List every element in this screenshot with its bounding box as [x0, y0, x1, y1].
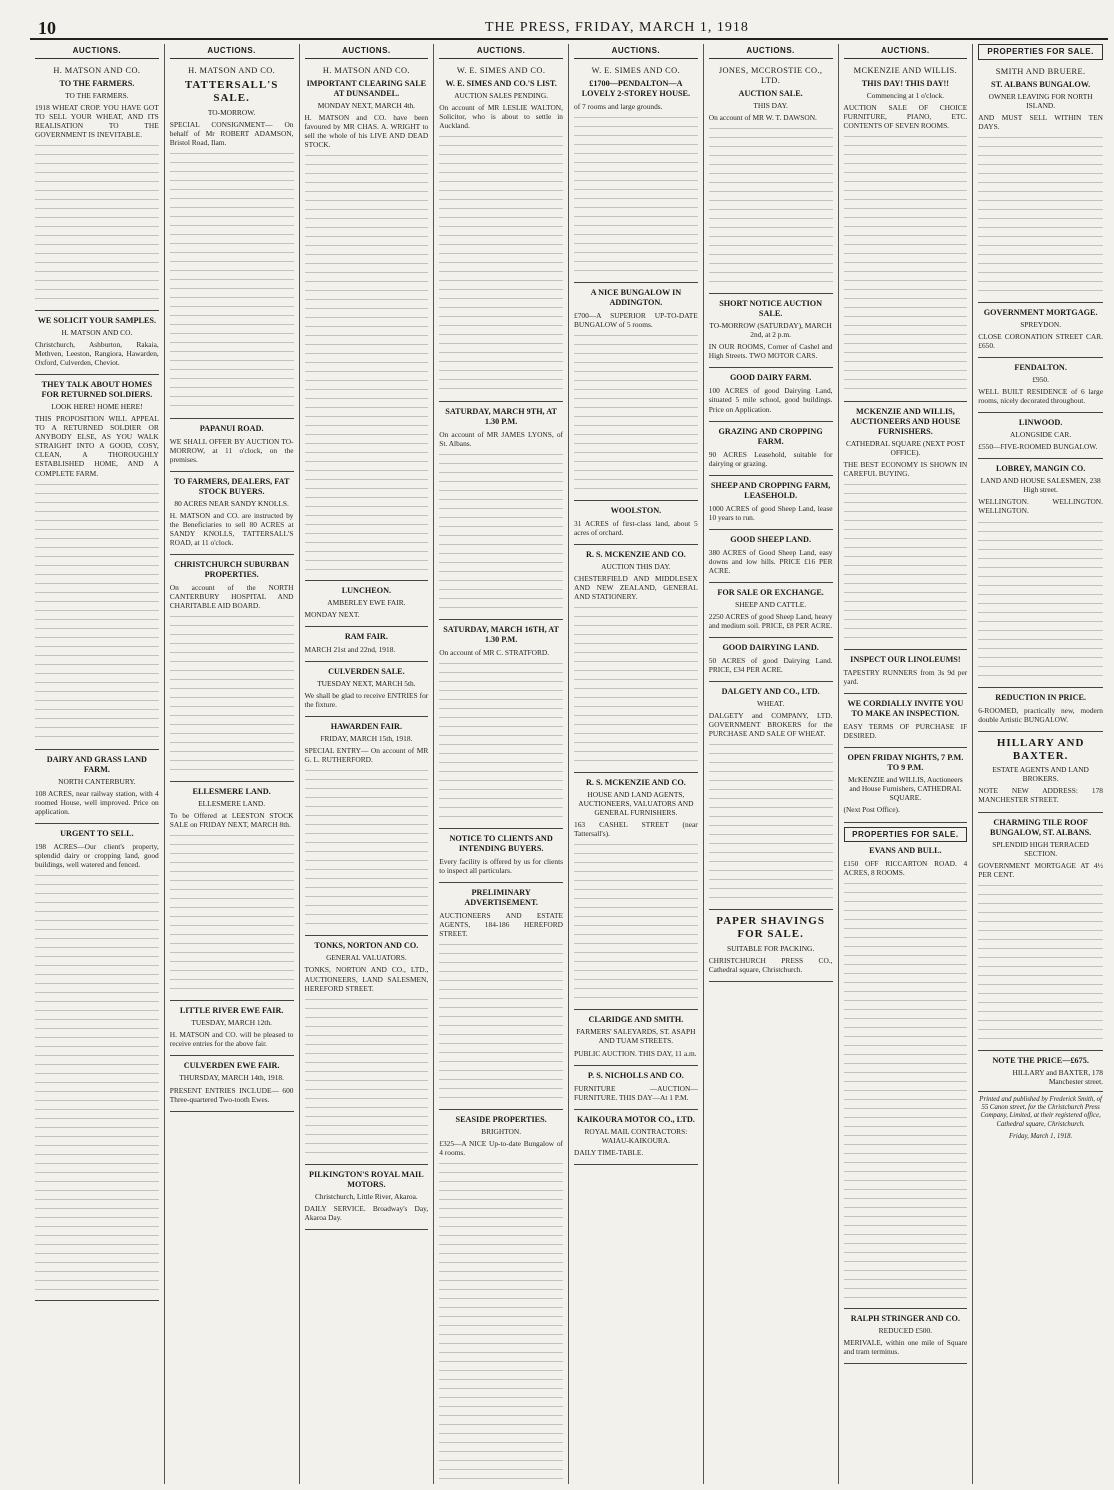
ad-body: CLOSE CORONATION STREET CAR. £650. [978, 332, 1103, 351]
ad-headline: AUCTION SALE. [738, 89, 803, 99]
ad-subheading: MONDAY NEXT, MARCH 4th. [317, 101, 415, 110]
advertisement [709, 294, 833, 368]
ad-subheading: Commencing at 1 o'clock. [866, 91, 945, 100]
section-header: PROPERTIES FOR SALE. [844, 827, 968, 843]
ad-headline: £1700—PENDALTON—A LOVELY 2-STOREY HOUSE. [581, 79, 691, 98]
advertisement [439, 402, 563, 620]
ad-body: On account of MR LESLIE WALTON, Solicitor, who is about to settle in Auckland. [439, 103, 563, 131]
ad-headline: TATTERSALL'S SALE. [184, 79, 279, 105]
ad-subheading: CATHEDRAL SQUARE (NEXT POST OFFICE). [845, 439, 965, 458]
ad-body: 31 ACRES of first-class land, about 5 acres of orchard. [574, 519, 698, 538]
advertisement [844, 823, 968, 1310]
firm-name: H. MATSON AND CO. [322, 65, 410, 75]
ad-body: PUBLIC AUCTION. THIS DAY, 11 a.m. [574, 1048, 697, 1058]
ad-body: WE SHALL OFFER BY AUCTION TO-MORROW, at 11 o'clock, on the premises. [169, 436, 294, 464]
ad-subheading: Christchurch, Little River, Akaroa. [315, 1191, 418, 1201]
firm-name: H. MATSON AND CO. [188, 65, 276, 75]
firm-name: W. E. SIMES AND CO. [591, 65, 681, 75]
ad-subheading: ALONGSIDE CAR. [1010, 430, 1072, 440]
advertisement [709, 530, 833, 583]
body-text-lines [35, 145, 159, 305]
ad-body: TONKS, NORTON AND CO., LTD., AUCTIONEERS, LAND SALESMEN, HEREFORD STREET. [304, 965, 429, 993]
ad-headline: FOR SALE OR EXCHANGE. [717, 587, 824, 597]
advertisement [170, 472, 294, 555]
body-text-lines [574, 844, 698, 1004]
advertisement [574, 1110, 698, 1165]
ad-body: H. MATSON and CO. are instructed by the Beneficiaries to sell 80 ACRES at SANDY KNOLLS, TATTERSALL'S ROAD, at 11 o'clock. [169, 511, 294, 548]
ad-body: WELL BUILT RESIDENCE of 6 large rooms, nicely decorated throughout. [978, 387, 1103, 406]
advertisement [978, 813, 1103, 1051]
printer-imprint: Printed and published by Frederick Smith, of 55 Canon street, for the Christchurch Press Company, Limited, at their registered office, Cathedral square, Christchurch. [979, 1095, 1102, 1128]
body-text-lines [978, 885, 1103, 1045]
ad-headline: TONKS, NORTON AND CO. [314, 941, 419, 951]
ad-headline: NOTICE TO CLIENTS AND INTENDING BUYERS. [449, 834, 553, 854]
advertisement [844, 748, 968, 822]
ad-headline: ST. ALBANS BUNGALOW. [991, 80, 1091, 89]
ad-subheading: McKENZIE and WILLIS, Auctioneers and House Furnishers, CATHEDRAL SQUARE. [847, 775, 963, 803]
column-7 [839, 44, 974, 1484]
ad-headline: A NICE BUNGALOW IN ADDINGTON. [590, 288, 682, 308]
ad-body: 2250 ACRES of good Sheep Land, heavy and medium soil. PRICE, £8 PER ACRE. [708, 611, 833, 630]
ad-headline: DAIRY AND GRASS LAND FARM. [46, 754, 147, 774]
ad-body: 1000 ACRES of good Sheep Land, lease 10 years to run. [708, 503, 833, 522]
ad-body: THIS PROPOSITION WILL APPEAL TO A RETURNED SOLDIER OR ANYBODY ELSE, AS YOU WALK STRAIGHT INTO A GOOD, COSY, CLEAN, A THOROUGHLY ESTABLISHED HOME, AND A COMPLETE FARM. [35, 414, 159, 478]
ad-body: (Next Post Office). [843, 805, 900, 815]
ad-headline: SATURDAY, MARCH 16TH, AT 1.30 P.M. [443, 625, 560, 645]
ad-headline: TO FARMERS, DEALERS, FAT STOCK BUYERS. [173, 477, 290, 497]
advertisement [574, 283, 698, 501]
ad-headline: INSPECT OUR LINOLEUMS! [850, 655, 961, 665]
advertisement [574, 62, 698, 283]
advertisement [709, 476, 833, 530]
ad-body: £700—A SUPERIOR UP-TO-DATE BUNGALOW of 5 rooms. [574, 311, 698, 330]
body-text-lines [844, 883, 968, 1303]
ad-headline: SEASIDE PROPERTIES. [455, 1115, 547, 1125]
advertisement [709, 910, 833, 982]
ad-headline: TO THE FARMERS. [59, 79, 135, 88]
ad-subheading: TUESDAY NEXT, MARCH 5th. [317, 679, 416, 689]
body-text-lines [305, 155, 429, 575]
ad-headline: CHRISTCHURCH SUBURBAN PROPERTIES. [174, 560, 290, 580]
ad-body: EASY TERMS OF PURCHASE IF DESIRED. [843, 722, 968, 741]
advertisement [35, 62, 159, 311]
ad-headline: RAM FAIR. [344, 632, 388, 642]
ad-body: FURNITURE —AUCTION— FURNITURE. THIS DAY—At 1 P.M. [574, 1083, 698, 1102]
column-header: AUCTIONS. [574, 44, 698, 59]
advertisement [35, 824, 159, 1301]
ad-headline: WE SOLICIT YOUR SAMPLES. [37, 316, 157, 326]
ad-headline: KAIKOURA MOTOR CO., LTD. [576, 1114, 695, 1124]
ad-headline: DALGETY AND CO., LTD. [721, 686, 820, 696]
ad-body: 6-ROOMED, practically new, modern double Artistic BUNGALOW. [978, 705, 1103, 724]
advertisement [844, 1309, 968, 1364]
advertisement [844, 402, 968, 650]
advertisement [844, 650, 968, 694]
ad-body: GOVERNMENT MORTGAGE AT 4½ PER CENT. [978, 860, 1103, 879]
body-text-lines [439, 944, 563, 1104]
column-1 [30, 44, 165, 1484]
ad-body: THE BEST ECONOMY IS SHOWN IN CAREFUL BUYING. [843, 460, 968, 479]
body-text-lines [978, 137, 1103, 297]
ad-subheading: LAND AND HOUSE SALESMEN, 238 High street. [980, 476, 1101, 495]
body-text-lines [170, 153, 294, 413]
advertisement [439, 1110, 563, 1484]
ad-body: DALGETY and COMPANY, LTD. GOVERNMENT BROKERS for the PURCHASE AND SALE OF WHEAT. [708, 710, 833, 738]
ad-headline: GOOD SHEEP LAND. [730, 534, 811, 544]
ad-headline: FENDALTON. [1014, 363, 1067, 373]
ad-subheading: THURSDAY, MARCH 14th, 1918. [179, 1073, 284, 1083]
ad-headline: THEY TALK ABOUT HOMES FOR RETURNED SOLDIERS. [41, 380, 153, 400]
ad-headline: LUNCHEON. [341, 586, 392, 596]
ad-body: £325—A NICE Up-to-date Bungalow of 4 rooms. [439, 1139, 563, 1158]
ad-headline: PAPER SHAVINGS FOR SALE. [716, 915, 825, 941]
ad-subheading: TO-MORROW. [207, 107, 256, 117]
ad-headline: RALPH STRINGER AND CO. [850, 1314, 960, 1324]
ad-subheading: ESTATE AGENTS AND LAND BROKERS. [992, 765, 1089, 784]
body-text-lines [844, 484, 968, 644]
ad-headline: P. S. NICHOLLS AND CO. [587, 1070, 684, 1080]
advertisement [439, 829, 563, 883]
ad-headline: R. S. MCKENZIE AND CO. [585, 550, 686, 560]
column-5 [569, 44, 704, 1484]
ad-body: AUCTIONEERS AND ESTATE AGENTS, 184-186 HEREFORD STREET. [439, 911, 563, 939]
ad-subheading: AUCTION SALES PENDING. [454, 91, 549, 100]
body-text-lines [305, 999, 429, 1159]
advertisement [305, 1165, 429, 1230]
ad-subheading: 80 ACRES NEAR SANDY KNOLLS. [174, 499, 289, 509]
advertisement [305, 936, 429, 1164]
ad-headline: PAPANUI ROAD. [199, 423, 264, 433]
body-text-lines [170, 616, 294, 776]
ad-subheading: AMBERLEY EWE FAIR. [327, 598, 406, 608]
column-6 [704, 44, 839, 1484]
ad-headline: LINWOOD. [1018, 418, 1063, 428]
column-4 [434, 44, 569, 1484]
ad-body: 108 ACRES, near railway station, with 4 roomed House, well improved. Price on application. [35, 788, 159, 816]
advertisement [170, 555, 294, 782]
advertisement [978, 688, 1103, 732]
column-header: AUCTIONS. [709, 44, 833, 59]
ad-headline: EVANS AND BULL. [869, 846, 942, 856]
ad-body: H. MATSON and CO. have been favoured by MR CHAS. A. WRIGHT to sell the whole of his LIVE AND DEAD STOCK. [304, 113, 429, 150]
advertisement [574, 1066, 698, 1110]
advertisement [35, 750, 159, 824]
column-2 [165, 44, 300, 1484]
ad-body: £550—FIVE-ROOMED BUNGALOW. [978, 442, 1098, 452]
advertisement [305, 627, 429, 662]
body-text-lines [574, 607, 698, 767]
body-text-lines [574, 117, 698, 277]
ad-body: Christchurch, Ashburton, Rakaia, Methven, Leeston, Rangiora, Hawarden, Oxford, Culverden, Cheviot. [35, 340, 159, 368]
advertisement [709, 682, 833, 910]
ad-body: On account of the NORTH CANTERBURY HOSPITAL AND CHARITABLE AID BOARD. [169, 583, 294, 611]
firm-name: H. MATSON AND CO. [53, 65, 141, 75]
ad-body: 100 ACRES of good Dairying Land, situated 5 mile school, good buildings. Price on Application. [708, 386, 833, 414]
ad-subheading: SPLENDID HIGH TERRACED SECTION. [992, 839, 1089, 858]
ad-subheading: THIS DAY. [753, 101, 788, 111]
advertisement [305, 62, 429, 581]
advertisement [170, 782, 294, 1001]
ad-headline: WE CORDIALLY INVITE YOU TO MAKE AN INSPECTION. [847, 699, 964, 719]
ad-body: MERIVALE, within one mile of Square and tram terminus. [843, 1338, 968, 1357]
body-text-lines [35, 875, 159, 1295]
ad-headline: ELLESMERE LAND. [192, 787, 271, 797]
ad-body: AUCTION SALE OF CHOICE FURNITURE, PIANO, ETC. CONTENTS OF SEVEN ROOMS. [843, 103, 968, 131]
ad-subheading: £950. [1032, 375, 1049, 385]
ad-headline: IMPORTANT CLEARING SALE AT DUNSANDEL. [306, 79, 427, 98]
advertisement [439, 62, 563, 402]
column-header: AUCTIONS. [35, 44, 159, 59]
ad-headline: CHARMING TILE ROOF BUNGALOW, ST. ALBANS. [990, 817, 1092, 837]
body-text-lines [439, 1163, 563, 1484]
ad-body: TAPESTRY RUNNERS from 3s 9d per yard. [843, 668, 968, 687]
firm-name: W. E. SIMES AND CO. [456, 65, 546, 75]
advertisement [844, 62, 968, 402]
ad-headline: GOVERNMENT MORTGAGE. [983, 308, 1098, 318]
ad-body: On account of MR JAMES LYONS, of St. Albans. [439, 430, 563, 449]
column-header: AUCTIONS. [305, 44, 429, 59]
ad-body: AND MUST SELL WITHIN TEN DAYS. [978, 113, 1103, 132]
ad-headline: WOOLSTON. [610, 506, 662, 516]
newspaper-title: THE PRESS, FRIDAY, MARCH 1, 1918 [485, 20, 749, 35]
ad-headline: LITTLE RIVER EWE FAIR. [179, 1006, 284, 1016]
ad-subheading: TO THE FARMERS. [65, 91, 129, 100]
advertisement [170, 419, 294, 472]
advertisement [709, 62, 833, 295]
ad-headline: CULVERDEN SALE. [328, 667, 405, 677]
ad-subheading: AUCTION THIS DAY. [601, 562, 671, 572]
ad-headline: LOBREY, MANGIN CO. [995, 464, 1086, 474]
advertisement [439, 620, 563, 829]
ad-subheading: NORTH CANTERBURY. [58, 776, 136, 786]
ad-headline: REDUCTION IN PRICE. [995, 692, 1086, 702]
body-text-lines [439, 663, 563, 823]
ad-subheading: WHEAT. [757, 698, 785, 708]
ad-body: MONDAY NEXT. [304, 610, 360, 620]
ad-subheading: ELLESMERE LAND. [198, 799, 266, 809]
firm-name: SMITH AND BRUERE. [995, 66, 1086, 76]
ad-subheading: TO-MORROW (SATURDAY), MARCH 2nd, at 2 p.m. [709, 321, 832, 340]
ad-headline: SHEEP AND CROPPING FARM, LEASEHOLD. [710, 480, 831, 500]
ad-headline: HAWARDEN FAIR. [330, 722, 402, 732]
page-number: 10 [38, 18, 56, 38]
advertisement [574, 1010, 698, 1065]
ad-subheading: H. MATSON AND CO. [61, 328, 133, 338]
ad-body: SPECIAL CONSIGNMENT— On behalf of Mr ROBERT ADAMSON, Bristol Road, Ilam. [169, 119, 294, 147]
advertisement [305, 581, 429, 627]
ad-subheading: FRIDAY, MARCH 15th, 1918. [320, 734, 413, 744]
ad-subheading: SHEEP AND CATTLE. [735, 599, 807, 609]
ad-subheading: TUESDAY, MARCH 12th. [191, 1018, 272, 1028]
advertisement [978, 63, 1103, 303]
advertisement [305, 717, 429, 936]
advertisement [709, 368, 833, 421]
ad-headline: CLARIDGE AND SMITH. [588, 1015, 684, 1025]
ad-headline: R. S. MCKENZIE AND CO. [585, 778, 686, 788]
ad-headline: PILKINGTON'S ROYAL MAIL MOTORS. [309, 1169, 424, 1189]
advertisement [978, 1051, 1103, 1092]
advertisement [574, 501, 698, 545]
ad-headline: W. E. SIMES AND CO.'S LIST. [445, 79, 557, 88]
body-text-lines [35, 484, 159, 744]
advertisement [35, 375, 159, 749]
ad-headline: GOOD DAIRYING LAND. [722, 642, 819, 652]
column-header: PROPERTIES FOR SALE. [978, 44, 1103, 60]
advertisement [978, 303, 1103, 358]
advertisement [709, 583, 833, 638]
body-text-lines [709, 128, 833, 288]
ad-body: Every facility is offered by us for clients to inspect all particulars. [439, 857, 563, 876]
column-header: AUCTIONS. [844, 44, 968, 59]
ad-body: 1918 WHEAT CROP. YOU HAVE GOT TO SELL YOUR WHEAT, AND ITS REALISATION TO THE GOVERNMENT IS INEVITABLE. [35, 103, 159, 140]
ad-body: CHESTERFIELD AND MIDDLESEX AND NEW ZEALAND, GENERAL AND STATIONERY. [574, 574, 698, 602]
ad-subheading: SPREYDON. [1020, 320, 1062, 330]
ad-body: 163 CASHEL STREET (near Tattersall's). [574, 820, 698, 839]
body-text-lines [439, 454, 563, 614]
advertisement [439, 883, 563, 1110]
advertisement [170, 1056, 294, 1111]
ad-headline: NOTE THE PRICE—£675. [992, 1055, 1089, 1065]
ad-body: DAILY SERVICE. Broadway's Day, Akaroa Day. [304, 1203, 429, 1222]
advertisement [978, 358, 1103, 413]
imprint-date: Friday, March 1, 1918. [1009, 1132, 1073, 1140]
body-text-lines [439, 136, 563, 396]
ad-body: PRESENT ENTRIES INCLUDE— 600 Three-quartered Two-tooth Ewes. [169, 1085, 294, 1104]
advertisement [35, 311, 159, 375]
ad-body: CHRISTCHURCH PRESS CO., Cathedral square, Christchurch. [708, 955, 833, 974]
ad-headline: HILLARY AND BAXTER. [996, 736, 1085, 762]
advertisement [978, 413, 1103, 459]
ad-headline: URGENT TO SELL. [60, 828, 134, 838]
masthead [30, 18, 1108, 40]
ad-body: WELLINGTON. WELLINGTON. WELLINGTON. [978, 497, 1103, 516]
ad-signature: HILLARY and BAXTER, 178 Manchester street. [1012, 1067, 1103, 1086]
advertisement [574, 773, 698, 1010]
ad-body: To be Offered at LEESTON STOCK SALE on FRIDAY NEXT, MARCH 8th. [169, 811, 294, 830]
ad-body: On account of MR C. STRATFORD. [439, 648, 550, 658]
ad-body: 380 ACRES of Good Sheep Land, easy downs and low hills. PRICE £16 PER ACRE. [708, 547, 833, 575]
ad-body: of 7 rooms and large grounds. [574, 102, 663, 111]
ad-headline: SATURDAY, MARCH 9TH, AT 1.30 P.M. [445, 407, 557, 427]
ad-body: MARCH 21st and 22nd, 1918. [304, 645, 396, 655]
column-3 [300, 44, 435, 1484]
ad-body: We shall be glad to receive ENTRIES for the fixture. [304, 691, 429, 710]
ad-headline: MCKENZIE AND WILLIS, AUCTIONEERS AND HOUSE FURNISHERS. [850, 407, 961, 437]
body-text-lines [574, 335, 698, 495]
firm-name: JONES, MCCROSTIE CO., LTD. [718, 65, 823, 85]
advertisement [978, 732, 1103, 813]
advertisement [305, 662, 429, 717]
ad-headline: PRELIMINARY ADVERTISEMENT. [464, 888, 538, 908]
ad-body: H. MATSON and CO. will be pleased to receive entries for the above fair. [169, 1030, 294, 1049]
ad-body: On account of MR W. T. DAWSON. [708, 113, 817, 123]
advertisement [709, 422, 833, 476]
advertisement [709, 638, 833, 682]
ad-subheading: HOUSE AND LAND AGENTS, AUCTIONEERS, VALUATORS AND GENERAL FURNISHERS. [578, 790, 694, 818]
ad-body: IN OUR ROOMS, Corner of Cashel and High Streets. TWO MOTOR CARS. [708, 342, 833, 361]
ad-subheading: GENERAL VALUATORS. [326, 953, 407, 963]
ad-headline: CULVERDEN EWE FAIR. [183, 1061, 280, 1071]
ad-body: £150 OFF RICCARTON ROAD. 4 ACRES, 8 ROOMS. [843, 859, 968, 878]
ad-body: 50 ACRES of good Dairying Land. PRICE, £34 PER ACRE. [708, 655, 833, 674]
column-header: AUCTIONS. [170, 44, 294, 59]
ad-body: 198 ACRES—Our client's property, splendid dairy or cropping land, good buildings, well watered and fenced. [35, 841, 159, 869]
advertisement [844, 694, 968, 748]
firm-name: MCKENZIE AND WILLIS. [853, 65, 958, 75]
column-8 [973, 44, 1108, 1484]
body-text-lines [709, 744, 833, 904]
columns [30, 44, 1108, 1484]
advertisement [978, 459, 1103, 687]
ad-body: SPECIAL ENTRY— On account of MR G. L. RUTHERFORD. [304, 746, 429, 765]
column-header: AUCTIONS. [439, 44, 563, 59]
ad-subheading: FARMERS' SALEYARDS, ST. ASAPH AND TUAM STREETS. [576, 1027, 696, 1046]
advertisement [574, 545, 698, 773]
body-text-lines [978, 522, 1103, 682]
body-text-lines [305, 770, 429, 930]
advertisement [170, 1001, 294, 1056]
ad-headline: OPEN FRIDAY NIGHTS, 7 P.M. TO 9 P.M. [847, 753, 964, 773]
ad-subheading: REDUCED £500. [878, 1326, 933, 1336]
ad-body: NOTE NEW ADDRESS: 178 MANCHESTER STREET. [978, 786, 1103, 805]
ad-subheading: OWNER LEAVING FOR NORTH ISLAND. [988, 92, 1093, 111]
ad-subheading: LOOK HERE! HOME HERE! [51, 402, 143, 412]
ad-subheading: SUITABLE FOR PACKING. [727, 943, 815, 953]
body-text-lines [170, 835, 294, 995]
ad-headline: GOOD DAIRY FARM. [729, 373, 812, 383]
ad-subheading: BRIGHTON. [481, 1127, 522, 1137]
ad-body: DAILY TIME-TABLE. [574, 1147, 644, 1157]
body-text-lines [844, 136, 968, 396]
ad-headline: THIS DAY! THIS DAY!! [861, 79, 950, 88]
ad-subheading: ROYAL MAIL CONTRACTORS: WAIAU-KAIKOURA. [584, 1126, 688, 1145]
advertisement [170, 62, 294, 419]
ad-body: 90 ACRES Leasehold, suitable for dairying or grazing. [708, 449, 833, 468]
ad-headline: SHORT NOTICE AUCTION SALE. [719, 299, 823, 319]
ad-headline: GRAZING AND CROPPING FARM. [718, 426, 823, 446]
